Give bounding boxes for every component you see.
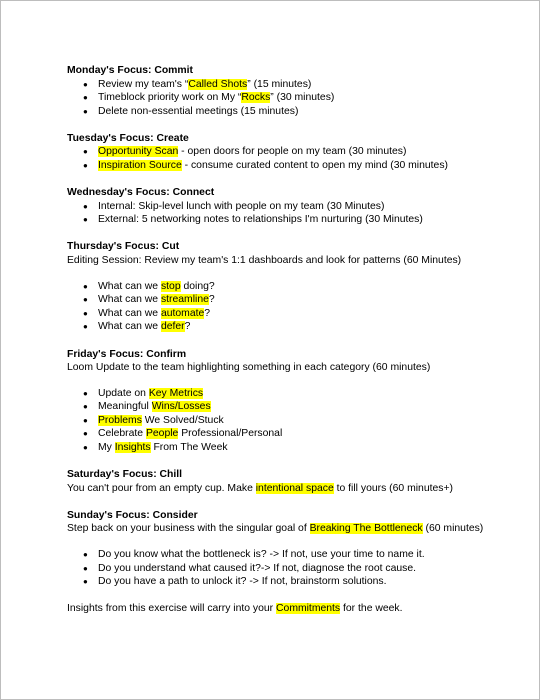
bullet-list bbox=[67, 200, 517, 227]
highlighted-text: defer bbox=[160, 321, 185, 333]
focus-section bbox=[67, 240, 517, 334]
bullet-dot-icon: ● bbox=[83, 147, 88, 157]
bullet-dot-icon: ● bbox=[83, 388, 88, 398]
bullet-dot-icon: ● bbox=[83, 429, 88, 439]
section-heading: Monday's Focus: Commit bbox=[67, 65, 194, 76]
section-heading: Thursday's Focus: Cut bbox=[67, 241, 180, 253]
list-item bbox=[67, 293, 517, 307]
section-gap bbox=[67, 589, 517, 603]
section-heading: Sunday's Focus: Consider bbox=[67, 509, 198, 521]
text-run: ? bbox=[208, 294, 215, 306]
text-run: Do you have a path to unlock it? -> If not, brainstorm solutions. bbox=[98, 576, 387, 588]
list-item bbox=[67, 414, 517, 428]
text-run: Timeblock priority work on My “ bbox=[98, 92, 242, 104]
text-run: Review my team's “ bbox=[98, 78, 189, 90]
bullet-dot-icon: ● bbox=[83, 322, 88, 332]
bullet-dot-icon: ● bbox=[83, 93, 88, 103]
bullet-dot-icon: ● bbox=[83, 161, 88, 171]
focus-section bbox=[67, 132, 517, 173]
list-item bbox=[67, 78, 517, 92]
bullet-dot-icon: ● bbox=[83, 550, 88, 560]
section-gap bbox=[67, 455, 517, 469]
section-gap bbox=[67, 118, 517, 132]
text-run: What can we bbox=[98, 321, 161, 333]
highlighted-text: Called Shots bbox=[188, 78, 248, 90]
section-intro bbox=[67, 522, 517, 536]
bullet-dot-icon: ● bbox=[83, 563, 88, 573]
bullet-dot-icon: ● bbox=[83, 79, 88, 89]
bullet-list bbox=[67, 548, 517, 589]
list-item bbox=[67, 105, 517, 119]
list-item bbox=[67, 145, 517, 159]
text-run: Professional/Personal bbox=[178, 428, 283, 440]
section-heading: Tuesday's Focus: Create bbox=[67, 132, 189, 144]
list-item bbox=[67, 441, 517, 455]
highlighted-text: Wins/Losses bbox=[151, 401, 211, 413]
bullet-list bbox=[67, 387, 517, 455]
text-run: (60 minutes) bbox=[422, 523, 484, 535]
highlighted-text: intentional space bbox=[255, 482, 334, 494]
text-run: Loom Update to the team highlighting something in each category (60 minutes) bbox=[67, 362, 431, 374]
text-run: Delete non-essential meetings (15 minutes) bbox=[98, 105, 299, 117]
bullet-dot-icon: ● bbox=[83, 443, 88, 453]
text-run: doing? bbox=[180, 280, 215, 292]
bullet-dot-icon: ● bbox=[83, 295, 88, 305]
section-gap bbox=[67, 173, 517, 187]
list-item bbox=[67, 280, 517, 294]
text-run: You can't pour from an empty cup. Make bbox=[67, 482, 256, 494]
list-item bbox=[67, 575, 517, 589]
bullet-list bbox=[67, 280, 517, 334]
text-run: From The Week bbox=[150, 442, 228, 454]
highlighted-text: People bbox=[145, 428, 179, 440]
highlighted-text: automate bbox=[160, 307, 205, 319]
bullet-dot-icon: ● bbox=[83, 402, 88, 412]
highlighted-text: Key Metrics bbox=[148, 387, 204, 399]
text-run: Update on bbox=[98, 387, 149, 399]
list-item bbox=[67, 387, 517, 401]
list-item bbox=[67, 562, 517, 576]
text-run: Internal: Skip-level lunch with people on my team (30 Minutes) bbox=[98, 200, 385, 212]
list-item bbox=[67, 400, 517, 414]
bullet-dot-icon: ● bbox=[83, 106, 88, 116]
list-item bbox=[67, 200, 517, 214]
list-item bbox=[67, 320, 517, 334]
list-item bbox=[67, 548, 517, 562]
highlighted-text: Rocks bbox=[241, 92, 271, 104]
text-run: to fill yours (60 minutes+) bbox=[333, 482, 453, 494]
text-run: Editing Session: Review my team's 1:1 dashboards and look for patterns (60 Minutes) bbox=[67, 255, 462, 267]
highlighted-text: Inspiration Source bbox=[98, 160, 182, 172]
text-run: Step back on your business with the singular goal of bbox=[67, 523, 310, 535]
bullet-dot-icon: ● bbox=[83, 577, 88, 587]
text-run: ” (30 minutes) bbox=[270, 92, 335, 104]
list-item bbox=[67, 159, 517, 173]
text-run: What can we bbox=[98, 294, 161, 306]
list-item bbox=[67, 213, 517, 227]
section-gap bbox=[67, 227, 517, 241]
bullet-dot-icon: ● bbox=[83, 308, 88, 318]
focus-section bbox=[67, 186, 517, 227]
text-run: - open doors for people on my team (30 minutes) bbox=[178, 146, 407, 158]
text-run: ? bbox=[184, 321, 191, 333]
text-run: My bbox=[98, 442, 115, 454]
focus-section bbox=[67, 509, 517, 589]
text-run: ” (15 minutes) bbox=[247, 78, 312, 90]
focus-section bbox=[67, 348, 517, 455]
section-intro bbox=[67, 361, 517, 375]
highlighted-text: Commitments bbox=[276, 603, 341, 615]
section-heading: Friday's Focus: Confirm bbox=[67, 348, 187, 360]
document-body bbox=[67, 64, 517, 616]
bullet-list bbox=[67, 145, 517, 172]
bullet-list bbox=[67, 78, 517, 119]
text-run: We Solved/Stuck bbox=[141, 414, 224, 426]
closing-paragraph bbox=[67, 602, 517, 616]
focus-section bbox=[67, 468, 517, 495]
highlighted-text: streamline bbox=[160, 294, 209, 306]
text-run: Insights from this exercise will carry into your bbox=[67, 603, 277, 615]
text-run: for the week. bbox=[340, 603, 403, 615]
list-item bbox=[67, 427, 517, 441]
text-run: What can we bbox=[98, 280, 161, 292]
bullet-dot-icon: ● bbox=[83, 281, 88, 291]
highlighted-text: Breaking The Bottleneck bbox=[309, 523, 423, 535]
section-heading: Saturday's Focus: Chill bbox=[67, 469, 183, 481]
list-item bbox=[67, 91, 517, 105]
section-heading: Wednesday's Focus: Connect bbox=[67, 187, 215, 199]
bullet-dot-icon: ● bbox=[83, 415, 88, 425]
text-run: External: 5 networking notes to relationships I'm nurturing (30 Minutes) bbox=[98, 214, 423, 226]
text-run: Do you understand what caused it?-> If not, diagnose the root cause. bbox=[98, 562, 416, 574]
section-intro bbox=[67, 482, 517, 496]
list-item bbox=[67, 307, 517, 321]
section-gap bbox=[67, 495, 517, 509]
section-gap bbox=[67, 334, 517, 348]
bullet-dot-icon: ● bbox=[83, 215, 88, 225]
highlighted-text: Opportunity Scan bbox=[98, 146, 179, 158]
bullet-dot-icon: ● bbox=[83, 201, 88, 211]
text-run: ? bbox=[204, 307, 211, 319]
text-run: What can we bbox=[98, 307, 161, 319]
highlighted-text: Problems bbox=[98, 414, 142, 426]
section-intro bbox=[67, 254, 517, 268]
highlighted-text: Insights bbox=[114, 442, 151, 454]
text-run: Meaningful bbox=[98, 401, 152, 413]
text-run: Celebrate bbox=[98, 428, 146, 440]
text-run: - consume curated content to open my mind (30 minutes) bbox=[181, 160, 448, 172]
highlighted-text: stop bbox=[160, 280, 181, 292]
text-run: Do you know what the bottleneck is? -> If not, use your time to name it. bbox=[98, 549, 425, 561]
focus-section bbox=[67, 64, 517, 118]
